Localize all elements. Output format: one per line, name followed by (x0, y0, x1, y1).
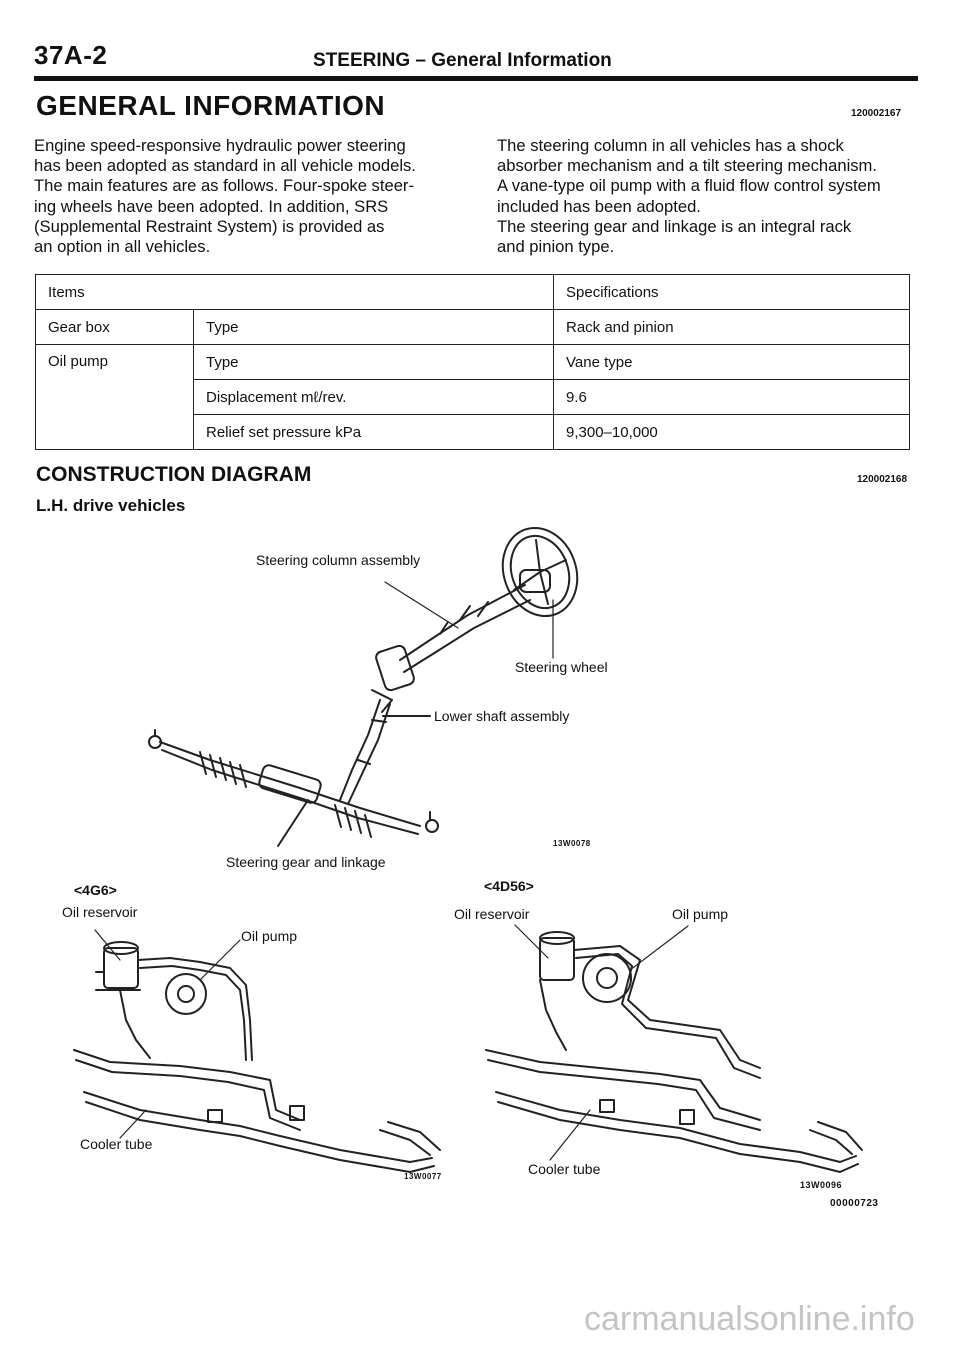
table-cell-displacement-spec: 9.6 (554, 380, 910, 415)
text-line: A vane-type oil pump with a fluid flow control system (497, 176, 881, 196)
label-oil-pump: Oil pump (672, 906, 729, 922)
table-cell-pump-type: Type (194, 345, 554, 380)
engine-a-title: <4G6> (74, 882, 117, 898)
text-line: The steering gear and linkage is an integral rack (497, 216, 852, 236)
label-lower-shaft: Lower shaft assembly (434, 708, 570, 724)
text-line: and pinion type. (497, 237, 615, 257)
leader-line (95, 930, 120, 960)
page-header-title: STEERING – General Information (313, 50, 612, 71)
table-cell-displacement: Displacement mℓ/rev. (194, 380, 554, 415)
text-line: has been adopted as standard in all vehicle models. (34, 156, 416, 176)
table-header-specs: Specifications (554, 275, 910, 310)
section-title-general: GENERAL INFORMATION (36, 90, 386, 121)
table-cell-relief-spec: 9,300–10,000 (554, 415, 910, 450)
table-cell-gear-spec: Rack and pinion (554, 310, 910, 345)
text-line: an option in all vehicles. (34, 237, 211, 257)
steering-column-illustration (372, 585, 530, 712)
label-cooler-tube: Cooler tube (80, 1136, 153, 1152)
engine-b-illustration (486, 932, 862, 1172)
table-cell-oil-pump: Oil pump (36, 345, 194, 450)
section-code-general: 120002167 (851, 108, 902, 119)
text-line: ing wheels have been adopted. In addition, SRS (34, 196, 389, 216)
figure-code: 13W0077 (404, 1172, 442, 1181)
text-line: included has been adopted. (497, 196, 701, 216)
table-cell-relief: Relief set pressure kPa (194, 415, 554, 450)
text-line: Engine speed-responsive hydraulic power steering (34, 136, 406, 155)
label-oil-pump: Oil pump (241, 928, 298, 944)
table-cell-gear-type: Type (194, 310, 554, 345)
text-line: The main features are as follows. Four-spoke steer- (34, 176, 414, 196)
section-code-construction: 120002168 (857, 474, 908, 485)
figure-code: 13W0096 (800, 1180, 843, 1190)
steering-rack-illustration (149, 730, 438, 846)
text-line: absorber mechanism and a tilt steering mechanism. (497, 156, 877, 176)
label-steering-gear-linkage: Steering gear and linkage (226, 854, 386, 870)
engine-b-title: <4D56> (484, 878, 534, 894)
steering-wheel-illustration (491, 517, 589, 626)
label-cooler-tube: Cooler tube (528, 1161, 601, 1177)
label-oil-reservoir: Oil reservoir (454, 906, 530, 922)
table-cell-gear-box: Gear box (36, 310, 194, 345)
leader-line (550, 1110, 590, 1160)
table-header-items: Items (36, 275, 554, 310)
label-steering-column: Steering column assembly (256, 552, 421, 568)
page-number: 37A-2 (34, 40, 108, 70)
watermark: carmanualsonline.info (584, 1300, 915, 1338)
table-cell-pump-type-spec: Vane type (554, 345, 910, 380)
leader-line (630, 926, 688, 970)
text-line: The steering column in all vehicles has a shock (497, 136, 844, 155)
leader-line (385, 582, 458, 628)
section-title-construction: CONSTRUCTION DIAGRAM (36, 463, 312, 486)
label-oil-reservoir: Oil reservoir (62, 904, 138, 920)
label-steering-wheel: Steering wheel (515, 659, 608, 675)
page-code: 00000723 (830, 1198, 879, 1209)
text-line: (Supplemental Restraint System) is provided as (34, 216, 385, 236)
lower-shaft-illustration (340, 700, 430, 804)
construction-subtitle: L.H. drive vehicles (36, 496, 186, 515)
figure-code: 13W0078 (553, 839, 591, 848)
